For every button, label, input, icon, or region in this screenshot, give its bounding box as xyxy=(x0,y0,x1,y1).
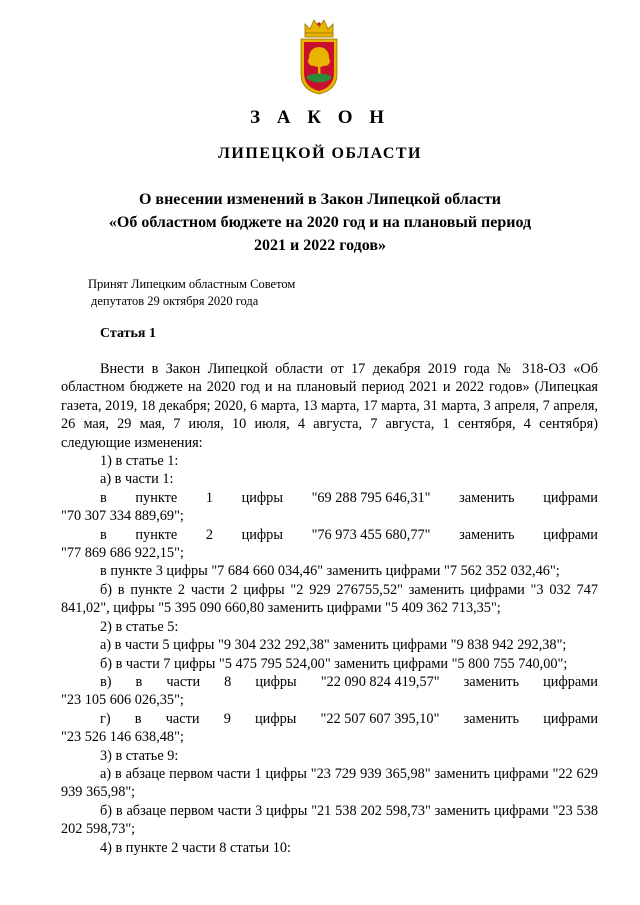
document-region: ЛИПЕЦКОЙ ОБЛАСТИ xyxy=(218,145,422,162)
item-3b: б) в абзаце первом части 3 цифры "21 538 202 598,73" заменить цифрами "23 538 202 598,73"; xyxy=(61,802,598,838)
adoption-note xyxy=(88,276,295,310)
item-2g: г) в части 9 цифры "22 507 607 395,10" заменить цифрами xyxy=(100,710,598,727)
item-1a-point3: в пункте 3 цифры "7 684 660 034,46" заменить цифрами "7 562 352 032,46"; xyxy=(100,563,560,580)
subject-line: 2021 и 2022 годов» xyxy=(254,237,386,254)
law-subject xyxy=(60,188,580,257)
article-body xyxy=(61,360,598,857)
item-2v: в) в части 8 цифры "22 090 824 419,57" заменить цифрами xyxy=(100,673,598,690)
adoption-line: депутатов 29 октября 2020 года xyxy=(91,294,259,308)
subject-line: О внесении изменений в Закон Липецкой области xyxy=(138,191,502,208)
item-1: 1) в статье 1: xyxy=(100,453,179,470)
item-1b: б) в пункте 2 части 2 цифры "2 929 276755,52" заменить цифрами "3 032 747 841,02", цифры "5 395 090 660,80 заменить цифрами "5 409 362 713,35"; xyxy=(61,581,598,617)
item-2a: а) в части 5 цифры "9 304 232 292,38" заменить цифрами "9 838 942 292,38"; xyxy=(100,637,567,654)
item-1a: а) в части 1: xyxy=(100,471,174,488)
document-title: З А К О Н xyxy=(249,107,391,128)
item-3: 3) в статье 9: xyxy=(100,747,179,764)
item-2: 2) в статье 5: xyxy=(100,618,179,635)
intro-paragraph: Внести в Закон Липецкой области от 17 декабря 2019 года № 318-ОЗ «Об областном бюджете на 2020 год и на плановый период 2021 и 2022 годов» (Липецкая газета, 2019, 18 декабря; 2020, 6 марта, 13 марта, 17 марта, 31 марта, 3 апреля, 7 апреля, 26 мая, 29 мая, 7 июля, 10 июля, 4 августа, 7 августа, 1 сентября, 4 сентября) следующие изменения: xyxy=(61,361,598,451)
item-1a-point2: в пункте 2 цифры "76 973 455 680,77" заменить цифрами xyxy=(100,526,598,543)
item-2g-continuation: "23 526 146 638,48"; xyxy=(61,729,184,746)
adoption-line: Принят Липецким областным Советом xyxy=(88,277,296,291)
subject-line: «Об областном бюджете на 2020 год и на плановый период xyxy=(108,214,532,231)
coat-of-arms-emblem xyxy=(297,16,341,96)
item-2v-continuation: "23 105 606 026,35"; xyxy=(61,692,184,709)
item-4: 4) в пункте 2 части 8 статьи 10: xyxy=(100,839,291,856)
item-2b: б) в части 7 цифры "5 475 795 524,00" заменить цифрами "5 800 755 740,00"; xyxy=(100,655,568,672)
article-heading: Статья 1 xyxy=(100,326,156,341)
item-1a-point1: в пункте 1 цифры "69 288 795 646,31" заменить цифрами xyxy=(100,489,598,506)
item-3a: а) в абзаце первом части 1 цифры "23 729 939 365,98" заменить цифрами "22 629 939 365,98"; xyxy=(61,765,598,801)
item-1a-point2-continuation: "77 869 686 922,15"; xyxy=(61,545,184,562)
item-1a-point1-continuation: "70 307 334 889,69"; xyxy=(61,508,184,525)
